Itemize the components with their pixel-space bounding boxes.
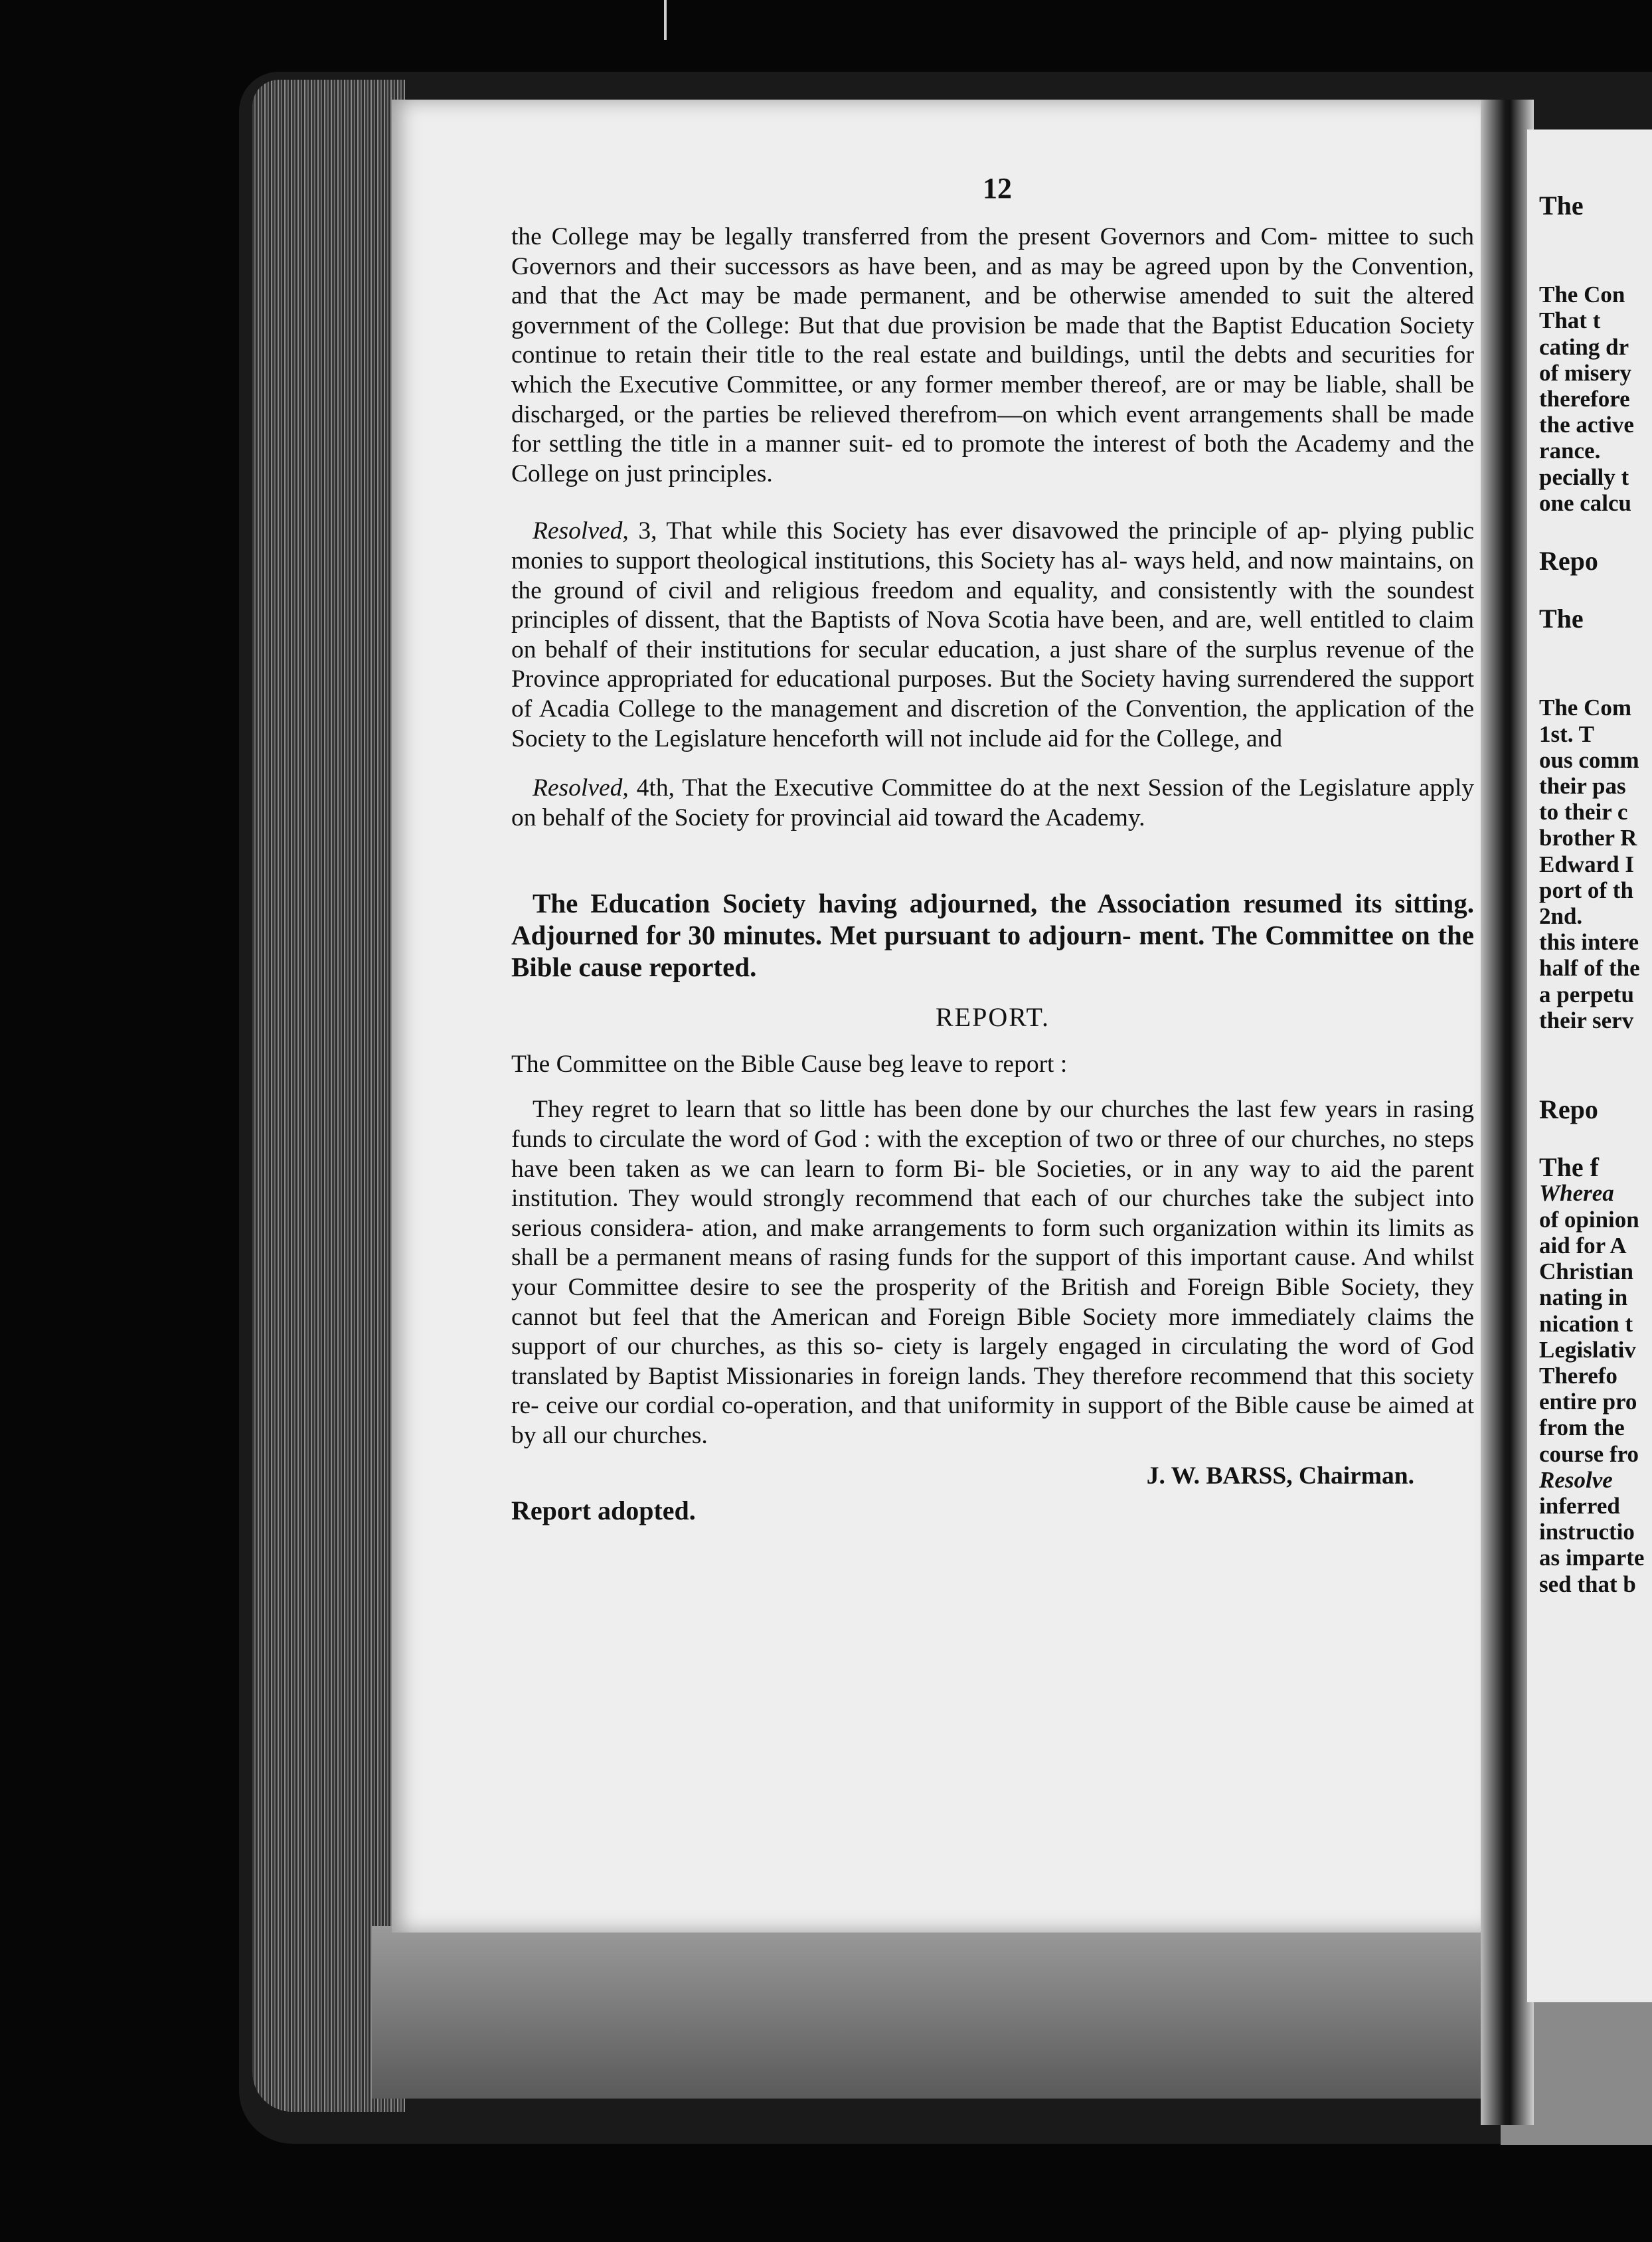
text-line: shall be a permanent means of rasing funds for the support of this important [511, 1244, 1295, 1272]
text-line: cause. And whilst your Committee desire to see the prosperity of the British [511, 1244, 1474, 1302]
right-page-fragment: The Com [1539, 695, 1632, 721]
right-page-fragment: cating dr [1539, 333, 1629, 360]
right-page-fragment: 2nd. [1539, 903, 1583, 930]
right-page-fragment: sed that b [1539, 1571, 1636, 1597]
report-intro: The Committee on the Bible Cause beg leave to report : [511, 1050, 1068, 1078]
right-page-fragment: a perpetu [1539, 981, 1634, 1007]
resolved-3-paragraph [511, 517, 1474, 754]
right-page-text [1539, 129, 1652, 1597]
right-page-fragment: their serv [1539, 1007, 1634, 1033]
text-line: which event arrangements shall be made for settling the title in a manner suit- [511, 400, 1474, 458]
right-page-fragment: Wherea [1539, 1180, 1614, 1207]
report-body-paragraph [511, 1095, 1474, 1450]
text-line: its sitting. Adjourned for 30 minutes. Met pursuant to adjourn- [511, 888, 1474, 951]
right-page-fragment: Therefo [1539, 1362, 1617, 1389]
left-page-column [511, 222, 1474, 1526]
right-page-fragment: aid for A [1539, 1232, 1627, 1258]
text-line: for which the Executive Committee, or any former member thereof, are or [511, 341, 1475, 398]
right-page-fragment: The f [1539, 1152, 1599, 1183]
right-page-fragment: to their c [1539, 799, 1628, 825]
text-line: Academy. [1044, 804, 1145, 831]
page-edges [252, 80, 405, 2112]
text-line: 3, That while this Society has ever disavowed the principle of ap- [638, 517, 1339, 545]
page-number: 12 [983, 172, 1012, 205]
text-line: of the Convention, the application of the Society to the Legislature henceforth [511, 695, 1474, 752]
right-page-fragment: The Con [1539, 282, 1625, 308]
text-line: Bible Society more immediately claims the support of our churches, as this so- [511, 1303, 1474, 1361]
right-page-fragment: the active [1539, 412, 1634, 438]
right-page-fragment: entire pro [1539, 1389, 1637, 1415]
resolved-4-paragraph [511, 774, 1474, 833]
right-page-fragment: as imparte [1539, 1545, 1645, 1571]
text-line: ble Societies, or in any way to aid the parent institution. They would strongly [511, 1155, 1475, 1213]
right-page-fragment: rance. [1539, 438, 1601, 464]
text-line: ways held, and now maintains, on the ground of civil and religious freedom [511, 547, 1474, 604]
text-line: retain their title to the real estate and buildings, until the debts and securities [635, 341, 1446, 369]
text-line: 4th, That the Executive Committee do at the next Session of the [636, 774, 1299, 802]
resolved-4-label: Resolved, [533, 774, 629, 802]
text-line: recommend that each of our churches take the subject into serious considera- [511, 1185, 1474, 1242]
right-page-fragment: nating in [1539, 1284, 1628, 1311]
right-page-fragment: one calcu [1539, 489, 1632, 516]
text-line: plying public monies to support theological institutions, this Society has al- [511, 517, 1474, 574]
right-page-fragment: brother R [1539, 825, 1637, 851]
text-line: ceive our cordial co-operation, and that uniformity in support of the Bible cause [546, 1392, 1358, 1420]
association-resumed-paragraph [511, 887, 1474, 983]
right-page-fragment: half of the [1539, 955, 1640, 982]
right-page-fragment: inferred [1539, 1492, 1620, 1519]
text-line: that due provision be made that the Baptist Education Society continue to [511, 311, 1475, 369]
resolved-3-label: Resolved, [533, 517, 629, 545]
right-page-fragment: Repo [1539, 546, 1598, 576]
report-heading: REPORT. [936, 1002, 1050, 1033]
book-gutter [1481, 100, 1534, 2125]
right-page-fragment: Edward I [1539, 851, 1634, 877]
right-page-fragment: Legislativ [1539, 1336, 1636, 1363]
text-line: will not include aid for the College, and [885, 725, 1283, 752]
report-signature: J. W. BARSS, Chairman. [1146, 1462, 1414, 1490]
right-page-fragment: That t [1539, 307, 1601, 334]
text-line: their institutions for secular education, a just share of the surplus revenue of [645, 636, 1444, 663]
text-line: and be otherwise amended to suit the altered government of the College: But [511, 282, 1474, 339]
text-line: may be liable, shall be discharged, or the parties be relieved therefrom—on [511, 371, 1474, 428]
right-page-fragment: The [1539, 191, 1584, 220]
text-line: and equality, and consistently with the soundest principles of dissent, that the [511, 576, 1475, 634]
text-line: agreed upon by the Convention, and that the Act may be made permanent, [511, 252, 1474, 310]
page-shadow [372, 1926, 1501, 2099]
right-page-fragment: instructio [1539, 1519, 1635, 1545]
text-line: The Education Society having adjourned, the Association resumed [533, 888, 1355, 919]
right-page-fragment: ous comm [1539, 746, 1639, 773]
right-page-fragment: Christian [1539, 1258, 1633, 1285]
text-line: or three of our churches, no steps have been taken as we can learn to form Bi- [511, 1126, 1474, 1183]
text-line: ed to promote the interest of both the Academy and the College on just [511, 430, 1475, 487]
right-page-fragment: therefore [1539, 386, 1630, 412]
text-line: principles. [668, 460, 773, 487]
text-line: Legislature apply on behalf of the Society for provincial aid toward the [511, 774, 1474, 831]
text-line: They regret to learn that so little has been done by our churches the last few [533, 1096, 1325, 1124]
right-page-fragment: Repo [1539, 1094, 1598, 1125]
right-page-fragment: port of th [1539, 877, 1633, 903]
text-line: Baptists of Nova Scotia have been, and are, well entitled to claim on behalf of [511, 606, 1474, 663]
right-page-fragment: nication t [1539, 1310, 1633, 1337]
right-page-fragment: of misery [1539, 359, 1631, 386]
continuation-paragraph [511, 222, 1474, 489]
right-page-fragment: 1st. T [1539, 721, 1594, 747]
right-page-fragment: this intere [1539, 929, 1639, 956]
text-line: ment. The Committee on the Bible cause reported. [511, 920, 1474, 983]
text-line: ation, and make arrangements to form such organization within its limits as [702, 1214, 1474, 1242]
text-line: mittee to such Governors and their successors as have been, and as may be [511, 223, 1475, 280]
right-page [1527, 129, 1652, 2002]
text-line: the Province appropriated for educational purposes. But the Society having [511, 636, 1474, 693]
right-page-fragment: pecially t [1539, 464, 1629, 490]
right-page-fragment: their pas [1539, 773, 1626, 800]
resolved-3-text [511, 517, 1474, 752]
right-page-fragment: The [1539, 604, 1584, 634]
film-scratch [664, 0, 667, 40]
text-line: the College may be legally transferred from the present Governors and Com- [511, 223, 1327, 250]
text-line: years in rasing funds to circulate the word of God : with the exception of two [511, 1096, 1474, 1154]
text-line: and Foreign Bible Society, they cannot but feel that the American and Foreign [511, 1274, 1474, 1331]
text-line: ciety is largely engaged in circulating the word of God translated by Baptist [511, 1333, 1474, 1390]
text-line: surrendered the support of Acadia College to the management and discretion [511, 665, 1474, 723]
right-page-fragment: from the [1539, 1415, 1625, 1441]
resolved-4-text [511, 774, 1474, 831]
right-page-fragment: of opinion [1539, 1206, 1639, 1233]
text-line: be aimed at by all our churches. [511, 1392, 1474, 1449]
report-adopted: Report adopted. [511, 1496, 696, 1526]
right-page-fragment: Resolve [1539, 1466, 1613, 1493]
right-page-fragment: course fro [1539, 1440, 1639, 1467]
text-line: Missionaries in foreign lands. They therefore recommend that this society re- [511, 1362, 1474, 1420]
